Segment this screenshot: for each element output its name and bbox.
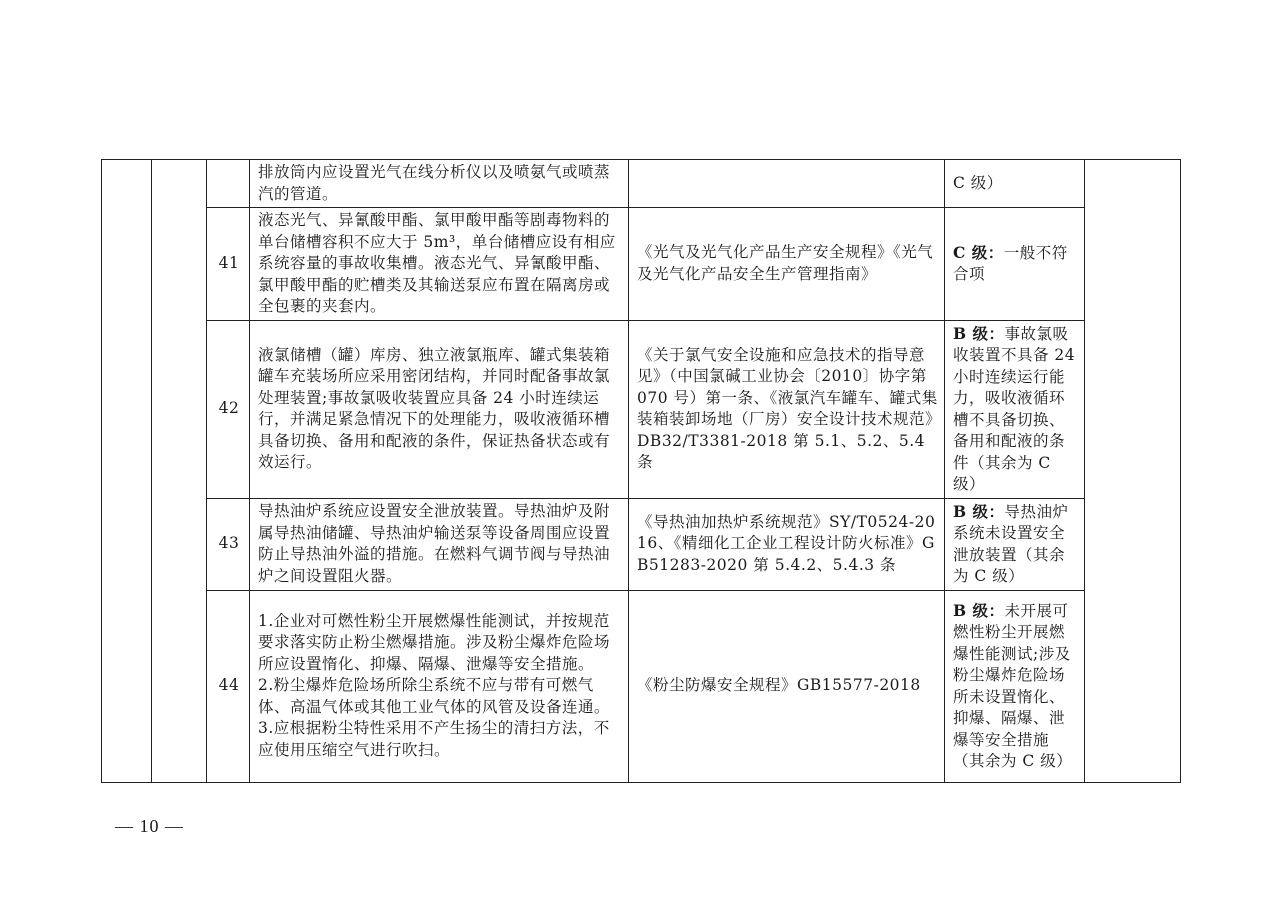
row-number <box>207 160 250 208</box>
requirement-cell <box>250 160 629 208</box>
requirement-text: 2.粉尘爆炸危险场所除尘系统不应与带有可燃气体、高温气体或其他工业气体的风管及设备连通。 <box>258 676 611 716</box>
level-text: 导热油炉系统未设置安全泄放装置（其余为 C 级） <box>953 502 1069 585</box>
level-tag: B 级： <box>953 323 1005 343</box>
row-number: 42 <box>207 320 250 498</box>
subcategory-cell <box>152 160 207 783</box>
basis-cell: 《关于氯气安全设施和应急技术的指导意见》（中国氯碱工业协会〔2010〕协字第 070 号）第一条、《液氯汽车罐车、罐式集装箱装卸场地（厂房）安全设计技术规范》DB32/T3381-2018 第 5.1、5.2、5.4 条 <box>629 320 945 498</box>
requirement-cell <box>250 590 629 782</box>
level-text: 一般不符合项 <box>953 243 1068 284</box>
level-text: C 级） <box>953 174 1003 193</box>
row-number: 44 <box>207 590 250 782</box>
requirement-text: 排放筒内应设置光气在线分析仪以及喷氨气或喷蒸汽的管道。 <box>258 163 611 203</box>
basis-cell: 《光气及光气化产品生产安全规程》《光气及光气化产品安全生产管理指南》 <box>629 208 945 321</box>
row-number: 41 <box>207 208 250 321</box>
basis-cell <box>629 160 945 208</box>
level-text: 事故氯吸收装置不具备 24 小时连续运行能力，吸收液循环槽不具备切换、备用和配液的条件（其余为 C 级） <box>953 324 1076 493</box>
page-number: — 10 — <box>115 816 184 836</box>
requirement-text: 3.应根据粉尘特性采用不产生扬尘的清扫方法，不应使用压缩空气进行吹扫。 <box>258 719 610 759</box>
level-text: 未开展可燃性粉尘开展燃爆性能测试;涉及粉尘爆炸危险场所未设置惰化、抑爆、隔爆、泄爆等安全措施（其余为 C 级） <box>953 601 1073 770</box>
remarks-cell <box>1085 160 1181 783</box>
requirement-cell <box>250 208 629 321</box>
requirement-cell <box>250 498 629 590</box>
level-cell <box>945 160 1085 208</box>
table-row <box>102 160 1181 208</box>
table-row <box>102 320 1181 498</box>
basis-cell: 《粉尘防爆安全规程》GB15577-2018 <box>629 590 945 782</box>
level-cell <box>945 590 1085 782</box>
table-row <box>102 590 1181 782</box>
level-tag: B 级： <box>953 600 1005 620</box>
requirement-text: 导热油炉系统应设置安全泄放装置。导热油炉及附属导热油储罐、导热油炉输送泵等设备周围应设置防止导热油外溢的措施。在燃料气调节阀与导热油炉之间设置阻火器。 <box>258 502 611 585</box>
checklist-table <box>101 159 1181 783</box>
requirement-text: 液态光气、异氰酸甲酯、氯甲酸甲酯等剧毒物料的单台储槽容积不应大于 5m³，单台储槽应设有相应系统容量的事故收集槽。液态光气、异氰酸甲酯、氯甲酸甲酯的贮槽类及其输送泵应布置在隔离房或全包裹的夹套内。 <box>258 211 616 315</box>
requirement-text: 1.企业对可燃性粉尘开展燃爆性能测试，并按规范要求落实防止粉尘燃爆措施。涉及粉尘爆炸危险场所应设置惰化、抑爆、隔爆、泄爆等安全措施。 <box>258 611 611 673</box>
level-tag: C 级： <box>953 242 1004 262</box>
requirement-cell <box>250 320 629 498</box>
level-tag: B 级： <box>953 501 1005 521</box>
level-cell <box>945 320 1085 498</box>
row-number: 43 <box>207 498 250 590</box>
level-cell <box>945 208 1085 321</box>
category-cell <box>102 160 152 783</box>
table-row <box>102 208 1181 321</box>
level-cell <box>945 498 1085 590</box>
requirement-text: 液氯储槽（罐）库房、独立液氯瓶库、罐式集装箱罐车充装场所应采用密闭结构，并同时配备事故氯处理装置;事故氯吸收装置应具备 24 小时连续运行，并满足紧急情况下的处理能力，吸收液循环槽具备切换、备用和配液的条件，保证热备状态或有效运行。 <box>258 345 611 471</box>
basis-cell: 《导热油加热炉系统规范》SY/T0524-2016、《精细化工企业工程设计防火标准》GB51283-2020 第 5.4.2、5.4.3 条 <box>629 498 945 590</box>
table-row <box>102 498 1181 590</box>
